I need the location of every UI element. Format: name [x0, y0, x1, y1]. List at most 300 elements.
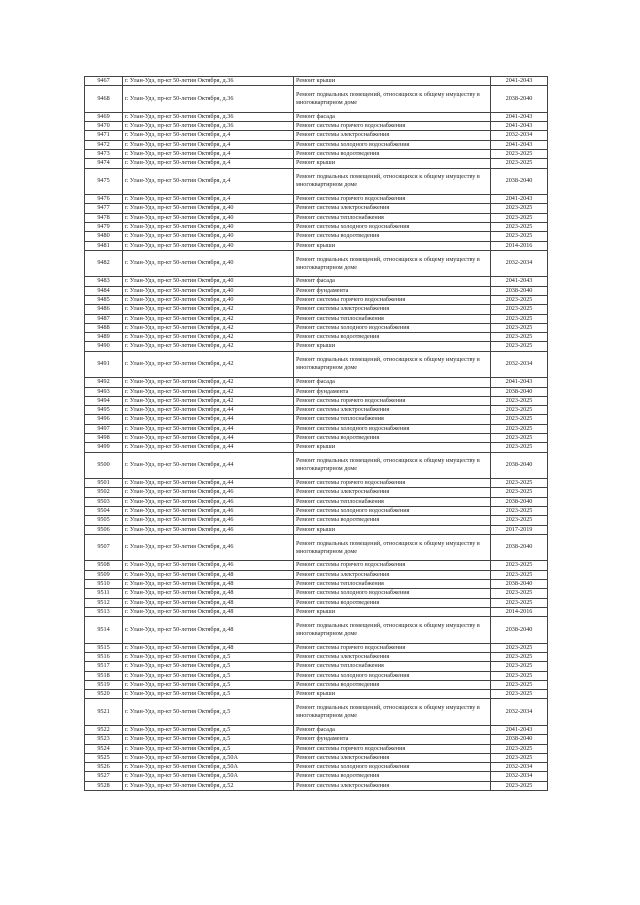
- row-number: 9468: [85, 86, 123, 113]
- row-number: 9526: [85, 763, 123, 772]
- table-row: [85, 488, 548, 497]
- table-row: [85, 333, 548, 342]
- address-cell: г. Улан-Удэ, пр-кт 50-летия Октября, д.4: [123, 159, 294, 168]
- row-number: 9507: [85, 534, 123, 561]
- row-number: 9467: [85, 77, 123, 86]
- work-type-cell: Ремонт подвальных помещений, относящихся к общему имуществу в многоквартирном доме: [294, 617, 491, 644]
- table-row: [85, 77, 548, 86]
- row-number: 9506: [85, 525, 123, 534]
- row-number: 9501: [85, 479, 123, 488]
- address-cell: г. Улан-Удэ, пр-кт 50-летия Октября, д.46: [123, 561, 294, 570]
- table-row: [85, 772, 548, 781]
- work-type-cell: Ремонт фасада: [294, 277, 491, 286]
- table-row: [85, 598, 548, 607]
- address-cell: г. Улан-Удэ, пр-кт 50-летия Октября, д.44: [123, 452, 294, 479]
- work-type-cell: Ремонт крыши: [294, 159, 491, 168]
- address-cell: г. Улан-Удэ, пр-кт 50-летия Октября, д.48: [123, 607, 294, 616]
- row-number: 9515: [85, 643, 123, 652]
- table-row: [85, 680, 548, 689]
- table-row: [85, 277, 548, 286]
- table-row: [85, 232, 548, 241]
- table-row: [85, 699, 548, 726]
- repair-schedule-table: [84, 76, 548, 791]
- period-cell: 2023-2025: [491, 690, 548, 699]
- period-cell: 2038-2040: [491, 579, 548, 588]
- address-cell: г. Улан-Удэ, пр-кт 50-летия Октября, д.42: [123, 351, 294, 378]
- work-type-cell: Ремонт системы теплоснабжения: [294, 579, 491, 588]
- row-number: 9486: [85, 305, 123, 314]
- address-cell: г. Улан-Удэ, пр-кт 50-летия Октября, д.36: [123, 86, 294, 113]
- row-number: 9490: [85, 342, 123, 351]
- table-row: [85, 690, 548, 699]
- address-cell: г. Улан-Удэ, пр-кт 50-летия Октября, д.5: [123, 725, 294, 734]
- address-cell: г. Улан-Удэ, пр-кт 50-летия Октября, д.48: [123, 589, 294, 598]
- period-cell: 2023-2025: [491, 149, 548, 158]
- work-type-cell: Ремонт системы горячего водоснабжения: [294, 295, 491, 304]
- period-cell: 2023-2025: [491, 314, 548, 323]
- work-type-cell: Ремонт системы холодного водоснабжения: [294, 589, 491, 598]
- period-cell: 2041-2043: [491, 378, 548, 387]
- row-number: 9494: [85, 396, 123, 405]
- row-number: 9481: [85, 241, 123, 250]
- period-cell: 2023-2025: [491, 589, 548, 598]
- work-type-cell: Ремонт подвальных помещений, относящихся к общему имуществу в многоквартирном доме: [294, 86, 491, 113]
- work-type-cell: Ремонт крыши: [294, 525, 491, 534]
- table-row: [85, 342, 548, 351]
- row-number: 9496: [85, 415, 123, 424]
- row-number: 9521: [85, 699, 123, 726]
- table-row: [85, 516, 548, 525]
- work-type-cell: Ремонт системы холодного водоснабжения: [294, 671, 491, 680]
- table-row: [85, 122, 548, 131]
- period-cell: 2023-2025: [491, 159, 548, 168]
- address-cell: г. Улан-Удэ, пр-кт 50-летия Октября, д.48: [123, 617, 294, 644]
- table-row: [85, 443, 548, 452]
- address-cell: г. Улан-Удэ, пр-кт 50-летия Октября, д.46: [123, 516, 294, 525]
- table-row: [85, 643, 548, 652]
- period-cell: 2032-2034: [491, 763, 548, 772]
- address-cell: г. Улан-Удэ, пр-кт 50-летия Октября, д.5: [123, 671, 294, 680]
- address-cell: г. Улан-Удэ, пр-кт 50-летия Октября, д.42: [123, 342, 294, 351]
- table-row: [85, 617, 548, 644]
- table-row: [85, 534, 548, 561]
- address-cell: г. Улан-Удэ, пр-кт 50-летия Октября, д.46: [123, 507, 294, 516]
- address-cell: г. Улан-Удэ, пр-кт 50-летия Октября, д.44: [123, 415, 294, 424]
- row-number: 9493: [85, 387, 123, 396]
- table-row: [85, 396, 548, 405]
- address-cell: г. Улан-Удэ, пр-кт 50-летия Октября, д.44: [123, 443, 294, 452]
- row-number: 9470: [85, 122, 123, 131]
- period-cell: 2023-2025: [491, 222, 548, 231]
- period-cell: 2038-2040: [491, 387, 548, 396]
- work-type-cell: Ремонт фасада: [294, 378, 491, 387]
- period-cell: 2023-2025: [491, 643, 548, 652]
- period-cell: 2023-2025: [491, 232, 548, 241]
- work-type-cell: Ремонт системы горячего водоснабжения: [294, 479, 491, 488]
- address-cell: г. Улан-Удэ, пр-кт 50-летия Октября, д.46: [123, 525, 294, 534]
- work-type-cell: Ремонт системы холодного водоснабжения: [294, 763, 491, 772]
- work-type-cell: Ремонт системы электроснабжения: [294, 204, 491, 213]
- table-row: [85, 323, 548, 332]
- period-cell: 2032-2034: [491, 351, 548, 378]
- work-type-cell: Ремонт системы водоотведения: [294, 149, 491, 158]
- work-type-cell: Ремонт системы водоотведения: [294, 772, 491, 781]
- row-number: 9528: [85, 781, 123, 790]
- row-number: 9522: [85, 725, 123, 734]
- row-number: 9523: [85, 735, 123, 744]
- period-cell: 2038-2040: [491, 168, 548, 195]
- row-number: 9471: [85, 131, 123, 140]
- period-cell: 2023-2025: [491, 415, 548, 424]
- work-type-cell: Ремонт крыши: [294, 241, 491, 250]
- row-number: 9499: [85, 443, 123, 452]
- period-cell: 2023-2025: [491, 652, 548, 661]
- row-number: 9513: [85, 607, 123, 616]
- row-number: 9510: [85, 579, 123, 588]
- work-type-cell: Ремонт фасада: [294, 725, 491, 734]
- table-row: [85, 525, 548, 534]
- work-type-cell: Ремонт системы холодного водоснабжения: [294, 140, 491, 149]
- row-number: 9488: [85, 323, 123, 332]
- row-number: 9497: [85, 424, 123, 433]
- row-number: 9508: [85, 561, 123, 570]
- table-row: [85, 149, 548, 158]
- address-cell: г. Улан-Удэ, пр-кт 50-летия Октября, д.48: [123, 570, 294, 579]
- address-cell: г. Улан-Удэ, пр-кт 50-летия Октября, д.52: [123, 781, 294, 790]
- address-cell: г. Улан-Удэ, пр-кт 50-летия Октября, д.46: [123, 534, 294, 561]
- period-cell: 2023-2025: [491, 561, 548, 570]
- address-cell: г. Улан-Удэ, пр-кт 50-летия Октября, д.5: [123, 699, 294, 726]
- table-row: [85, 424, 548, 433]
- work-type-cell: Ремонт системы электроснабжения: [294, 753, 491, 762]
- period-cell: 2023-2025: [491, 342, 548, 351]
- address-cell: г. Улан-Удэ, пр-кт 50-летия Октября, д.40: [123, 250, 294, 277]
- row-number: 9511: [85, 589, 123, 598]
- table-body: [85, 77, 548, 791]
- table-row: [85, 452, 548, 479]
- table-row: [85, 131, 548, 140]
- table-row: [85, 241, 548, 250]
- table-row: [85, 286, 548, 295]
- work-type-cell: Ремонт системы горячего водоснабжения: [294, 195, 491, 204]
- period-cell: 2023-2025: [491, 434, 548, 443]
- table-row: [85, 652, 548, 661]
- period-cell: 2041-2043: [491, 140, 548, 149]
- period-cell: 2023-2025: [491, 516, 548, 525]
- row-number: 9518: [85, 671, 123, 680]
- address-cell: г. Улан-Удэ, пр-кт 50-летия Октября, д.4: [123, 140, 294, 149]
- row-number: 9484: [85, 286, 123, 295]
- work-type-cell: Ремонт системы теплоснабжения: [294, 497, 491, 506]
- work-type-cell: Ремонт системы электроснабжения: [294, 781, 491, 790]
- period-cell: 2023-2025: [491, 323, 548, 332]
- work-type-cell: Ремонт системы электроснабжения: [294, 131, 491, 140]
- row-number: 9514: [85, 617, 123, 644]
- period-cell: 2023-2025: [491, 396, 548, 405]
- row-number: 9524: [85, 744, 123, 753]
- row-number: 9478: [85, 213, 123, 222]
- table-row: [85, 378, 548, 387]
- work-type-cell: Ремонт системы электроснабжения: [294, 305, 491, 314]
- address-cell: г. Улан-Удэ, пр-кт 50-летия Октября, д.4: [123, 149, 294, 158]
- table-row: [85, 351, 548, 378]
- period-cell: 2038-2040: [491, 86, 548, 113]
- period-cell: 2023-2025: [491, 479, 548, 488]
- address-cell: г. Улан-Удэ, пр-кт 50-летия Октября, д.44: [123, 406, 294, 415]
- work-type-cell: Ремонт системы теплоснабжения: [294, 415, 491, 424]
- work-type-cell: Ремонт фундамента: [294, 286, 491, 295]
- row-number: 9503: [85, 497, 123, 506]
- work-type-cell: Ремонт системы теплоснабжения: [294, 213, 491, 222]
- period-cell: 2032-2034: [491, 131, 548, 140]
- period-cell: 2014-2016: [491, 607, 548, 616]
- address-cell: г. Улан-Удэ, пр-кт 50-летия Октября, д.44: [123, 434, 294, 443]
- period-cell: 2032-2034: [491, 699, 548, 726]
- address-cell: г. Улан-Удэ, пр-кт 50-летия Октября, д.48: [123, 643, 294, 652]
- table-row: [85, 387, 548, 396]
- row-number: 9479: [85, 222, 123, 231]
- work-type-cell: Ремонт фасада: [294, 112, 491, 121]
- address-cell: г. Улан-Удэ, пр-кт 50-летия Октября, д.44: [123, 479, 294, 488]
- table-row: [85, 295, 548, 304]
- address-cell: г. Улан-Удэ, пр-кт 50-летия Октября, д.5: [123, 680, 294, 689]
- work-type-cell: Ремонт системы водоотведения: [294, 598, 491, 607]
- row-number: 9482: [85, 250, 123, 277]
- address-cell: г. Улан-Удэ, пр-кт 50-летия Октября, д.42: [123, 378, 294, 387]
- table-row: [85, 314, 548, 323]
- row-number: 9473: [85, 149, 123, 158]
- period-cell: 2038-2040: [491, 452, 548, 479]
- table-row: [85, 434, 548, 443]
- work-type-cell: Ремонт системы холодного водоснабжения: [294, 222, 491, 231]
- work-type-cell: Ремонт подвальных помещений, относящихся к общему имуществу в многоквартирном доме: [294, 452, 491, 479]
- address-cell: г. Улан-Удэ, пр-кт 50-летия Октября, д.40: [123, 241, 294, 250]
- period-cell: 2023-2025: [491, 295, 548, 304]
- work-type-cell: Ремонт системы водоотведения: [294, 232, 491, 241]
- row-number: 9489: [85, 333, 123, 342]
- row-number: 9475: [85, 168, 123, 195]
- work-type-cell: Ремонт системы электроснабжения: [294, 570, 491, 579]
- table-row: [85, 671, 548, 680]
- period-cell: 2023-2025: [491, 488, 548, 497]
- period-cell: 2023-2025: [491, 507, 548, 516]
- address-cell: г. Улан-Удэ, пр-кт 50-летия Октября, д.42: [123, 305, 294, 314]
- table-row: [85, 735, 548, 744]
- period-cell: 2023-2025: [491, 204, 548, 213]
- row-number: 9472: [85, 140, 123, 149]
- work-type-cell: Ремонт системы холодного водоснабжения: [294, 323, 491, 332]
- address-cell: г. Улан-Удэ, пр-кт 50-летия Октября, д.46: [123, 488, 294, 497]
- table-row: [85, 497, 548, 506]
- table-row: [85, 222, 548, 231]
- address-cell: г. Улан-Удэ, пр-кт 50-летия Октября, д.46: [123, 497, 294, 506]
- table-row: [85, 744, 548, 753]
- address-cell: г. Улан-Удэ, пр-кт 50-летия Октября, д.50А: [123, 772, 294, 781]
- period-cell: 2023-2025: [491, 333, 548, 342]
- address-cell: г. Улан-Удэ, пр-кт 50-летия Октября, д.40: [123, 232, 294, 241]
- row-number: 9517: [85, 662, 123, 671]
- address-cell: г. Улан-Удэ, пр-кт 50-летия Октября, д.42: [123, 387, 294, 396]
- address-cell: г. Улан-Удэ, пр-кт 50-летия Октября, д.4: [123, 195, 294, 204]
- row-number: 9477: [85, 204, 123, 213]
- work-type-cell: Ремонт системы теплоснабжения: [294, 662, 491, 671]
- row-number: 9520: [85, 690, 123, 699]
- row-number: 9480: [85, 232, 123, 241]
- work-type-cell: Ремонт крыши: [294, 342, 491, 351]
- table-row: [85, 168, 548, 195]
- period-cell: 2023-2025: [491, 744, 548, 753]
- row-number: 9509: [85, 570, 123, 579]
- address-cell: г. Улан-Удэ, пр-кт 50-летия Октября, д.42: [123, 323, 294, 332]
- row-number: 9519: [85, 680, 123, 689]
- work-type-cell: Ремонт системы холодного водоснабжения: [294, 424, 491, 433]
- work-type-cell: Ремонт подвальных помещений, относящихся к общему имуществу в многоквартирном доме: [294, 351, 491, 378]
- period-cell: 2032-2034: [491, 772, 548, 781]
- work-type-cell: Ремонт системы электроснабжения: [294, 488, 491, 497]
- period-cell: 2041-2043: [491, 277, 548, 286]
- table-row: [85, 579, 548, 588]
- row-number: 9495: [85, 406, 123, 415]
- address-cell: г. Улан-Удэ, пр-кт 50-летия Октября, д.48: [123, 598, 294, 607]
- row-number: 9476: [85, 195, 123, 204]
- work-type-cell: Ремонт системы водоотведения: [294, 333, 491, 342]
- work-type-cell: Ремонт системы электроснабжения: [294, 406, 491, 415]
- address-cell: г. Улан-Удэ, пр-кт 50-летия Октября, д.40: [123, 204, 294, 213]
- period-cell: 2023-2025: [491, 598, 548, 607]
- address-cell: г. Улан-Удэ, пр-кт 50-летия Октября, д.5: [123, 662, 294, 671]
- row-number: 9469: [85, 112, 123, 121]
- period-cell: 2041-2043: [491, 122, 548, 131]
- work-type-cell: Ремонт крыши: [294, 443, 491, 452]
- work-type-cell: Ремонт подвальных помещений, относящихся к общему имуществу в многоквартирном доме: [294, 699, 491, 726]
- work-type-cell: Ремонт системы водоотведения: [294, 516, 491, 525]
- address-cell: г. Улан-Удэ, пр-кт 50-летия Октября, д.40: [123, 277, 294, 286]
- row-number: 9491: [85, 351, 123, 378]
- row-number: 9502: [85, 488, 123, 497]
- row-number: 9492: [85, 378, 123, 387]
- table-row: [85, 140, 548, 149]
- period-cell: 2032-2034: [491, 250, 548, 277]
- period-cell: 2014-2016: [491, 241, 548, 250]
- work-type-cell: Ремонт системы электроснабжения: [294, 652, 491, 661]
- period-cell: 2023-2025: [491, 570, 548, 579]
- work-type-cell: Ремонт крыши: [294, 607, 491, 616]
- work-type-cell: Ремонт системы горячего водоснабжения: [294, 122, 491, 131]
- table-row: [85, 112, 548, 121]
- row-number: 9485: [85, 295, 123, 304]
- address-cell: г. Улан-Удэ, пр-кт 50-летия Октября, д.4: [123, 131, 294, 140]
- table-row: [85, 479, 548, 488]
- address-cell: г. Улан-Удэ, пр-кт 50-летия Октября, д.48: [123, 579, 294, 588]
- work-type-cell: Ремонт системы горячего водоснабжения: [294, 396, 491, 405]
- address-cell: г. Улан-Удэ, пр-кт 50-летия Октября, д.36: [123, 122, 294, 131]
- period-cell: 2041-2043: [491, 725, 548, 734]
- table-row: [85, 753, 548, 762]
- address-cell: г. Улан-Удэ, пр-кт 50-летия Октября, д.36: [123, 112, 294, 121]
- table-row: [85, 589, 548, 598]
- work-type-cell: Ремонт крыши: [294, 690, 491, 699]
- work-type-cell: Ремонт подвальных помещений, относящихся к общему имуществу в многоквартирном доме: [294, 168, 491, 195]
- table-row: [85, 570, 548, 579]
- work-type-cell: Ремонт системы холодного водоснабжения: [294, 507, 491, 516]
- row-number: 9487: [85, 314, 123, 323]
- period-cell: 2023-2025: [491, 424, 548, 433]
- table-row: [85, 204, 548, 213]
- row-number: 9525: [85, 753, 123, 762]
- table-row: [85, 561, 548, 570]
- table-row: [85, 781, 548, 790]
- work-type-cell: Ремонт системы теплоснабжения: [294, 314, 491, 323]
- work-type-cell: Ремонт подвальных помещений, относящихся к общему имуществу в многоквартирном доме: [294, 534, 491, 561]
- period-cell: 2023-2025: [491, 443, 548, 452]
- work-type-cell: Ремонт системы горячего водоснабжения: [294, 561, 491, 570]
- work-type-cell: Ремонт фундамента: [294, 387, 491, 396]
- work-type-cell: Ремонт подвальных помещений, относящихся к общему имуществу в многоквартирном доме: [294, 250, 491, 277]
- period-cell: 2038-2040: [491, 497, 548, 506]
- table-row: [85, 305, 548, 314]
- address-cell: г. Улан-Удэ, пр-кт 50-летия Октября, д.4: [123, 168, 294, 195]
- period-cell: 2023-2025: [491, 305, 548, 314]
- table-row: [85, 159, 548, 168]
- table-row: [85, 213, 548, 222]
- period-cell: 2023-2025: [491, 662, 548, 671]
- address-cell: г. Улан-Удэ, пр-кт 50-летия Октября, д.42: [123, 314, 294, 323]
- work-type-cell: Ремонт системы водоотведения: [294, 434, 491, 443]
- address-cell: г. Улан-Удэ, пр-кт 50-летия Октября, д.40: [123, 295, 294, 304]
- period-cell: 2038-2040: [491, 534, 548, 561]
- address-cell: г. Улан-Удэ, пр-кт 50-летия Октября, д.5: [123, 690, 294, 699]
- row-number: 9474: [85, 159, 123, 168]
- period-cell: 2023-2025: [491, 671, 548, 680]
- work-type-cell: Ремонт крыши: [294, 77, 491, 86]
- period-cell: 2038-2040: [491, 286, 548, 295]
- work-type-cell: Ремонт системы водоотведения: [294, 680, 491, 689]
- address-cell: г. Улан-Удэ, пр-кт 50-летия Октября, д.36: [123, 77, 294, 86]
- table-row: [85, 195, 548, 204]
- table-row: [85, 607, 548, 616]
- period-cell: 2038-2040: [491, 617, 548, 644]
- row-number: 9504: [85, 507, 123, 516]
- period-cell: 2017-2019: [491, 525, 548, 534]
- work-type-cell: Ремонт системы горячего водоснабжения: [294, 643, 491, 652]
- address-cell: г. Улан-Удэ, пр-кт 50-летия Октября, д.40: [123, 222, 294, 231]
- address-cell: г. Улан-Удэ, пр-кт 50-летия Октября, д.5: [123, 652, 294, 661]
- period-cell: 2038-2040: [491, 735, 548, 744]
- table-row: [85, 406, 548, 415]
- work-type-cell: Ремонт системы горячего водоснабжения: [294, 744, 491, 753]
- period-cell: 2041-2043: [491, 195, 548, 204]
- row-number: 9498: [85, 434, 123, 443]
- address-cell: г. Улан-Удэ, пр-кт 50-летия Октября, д.50А: [123, 753, 294, 762]
- table-row: [85, 86, 548, 113]
- address-cell: г. Улан-Удэ, пр-кт 50-летия Октября, д.5: [123, 744, 294, 753]
- table-row: [85, 662, 548, 671]
- period-cell: 2023-2025: [491, 753, 548, 762]
- address-cell: г. Улан-Удэ, пр-кт 50-летия Октября, д.42: [123, 333, 294, 342]
- address-cell: г. Улан-Удэ, пр-кт 50-летия Октября, д.50А: [123, 763, 294, 772]
- address-cell: г. Улан-Удэ, пр-кт 50-летия Октября, д.5: [123, 735, 294, 744]
- period-cell: 2041-2043: [491, 112, 548, 121]
- period-cell: 2023-2025: [491, 213, 548, 222]
- table-row: [85, 725, 548, 734]
- row-number: 9527: [85, 772, 123, 781]
- row-number: 9516: [85, 652, 123, 661]
- address-cell: г. Улан-Удэ, пр-кт 50-летия Октября, д.42: [123, 396, 294, 405]
- period-cell: 2023-2025: [491, 781, 548, 790]
- row-number: 9500: [85, 452, 123, 479]
- period-cell: 2023-2025: [491, 406, 548, 415]
- table-row: [85, 250, 548, 277]
